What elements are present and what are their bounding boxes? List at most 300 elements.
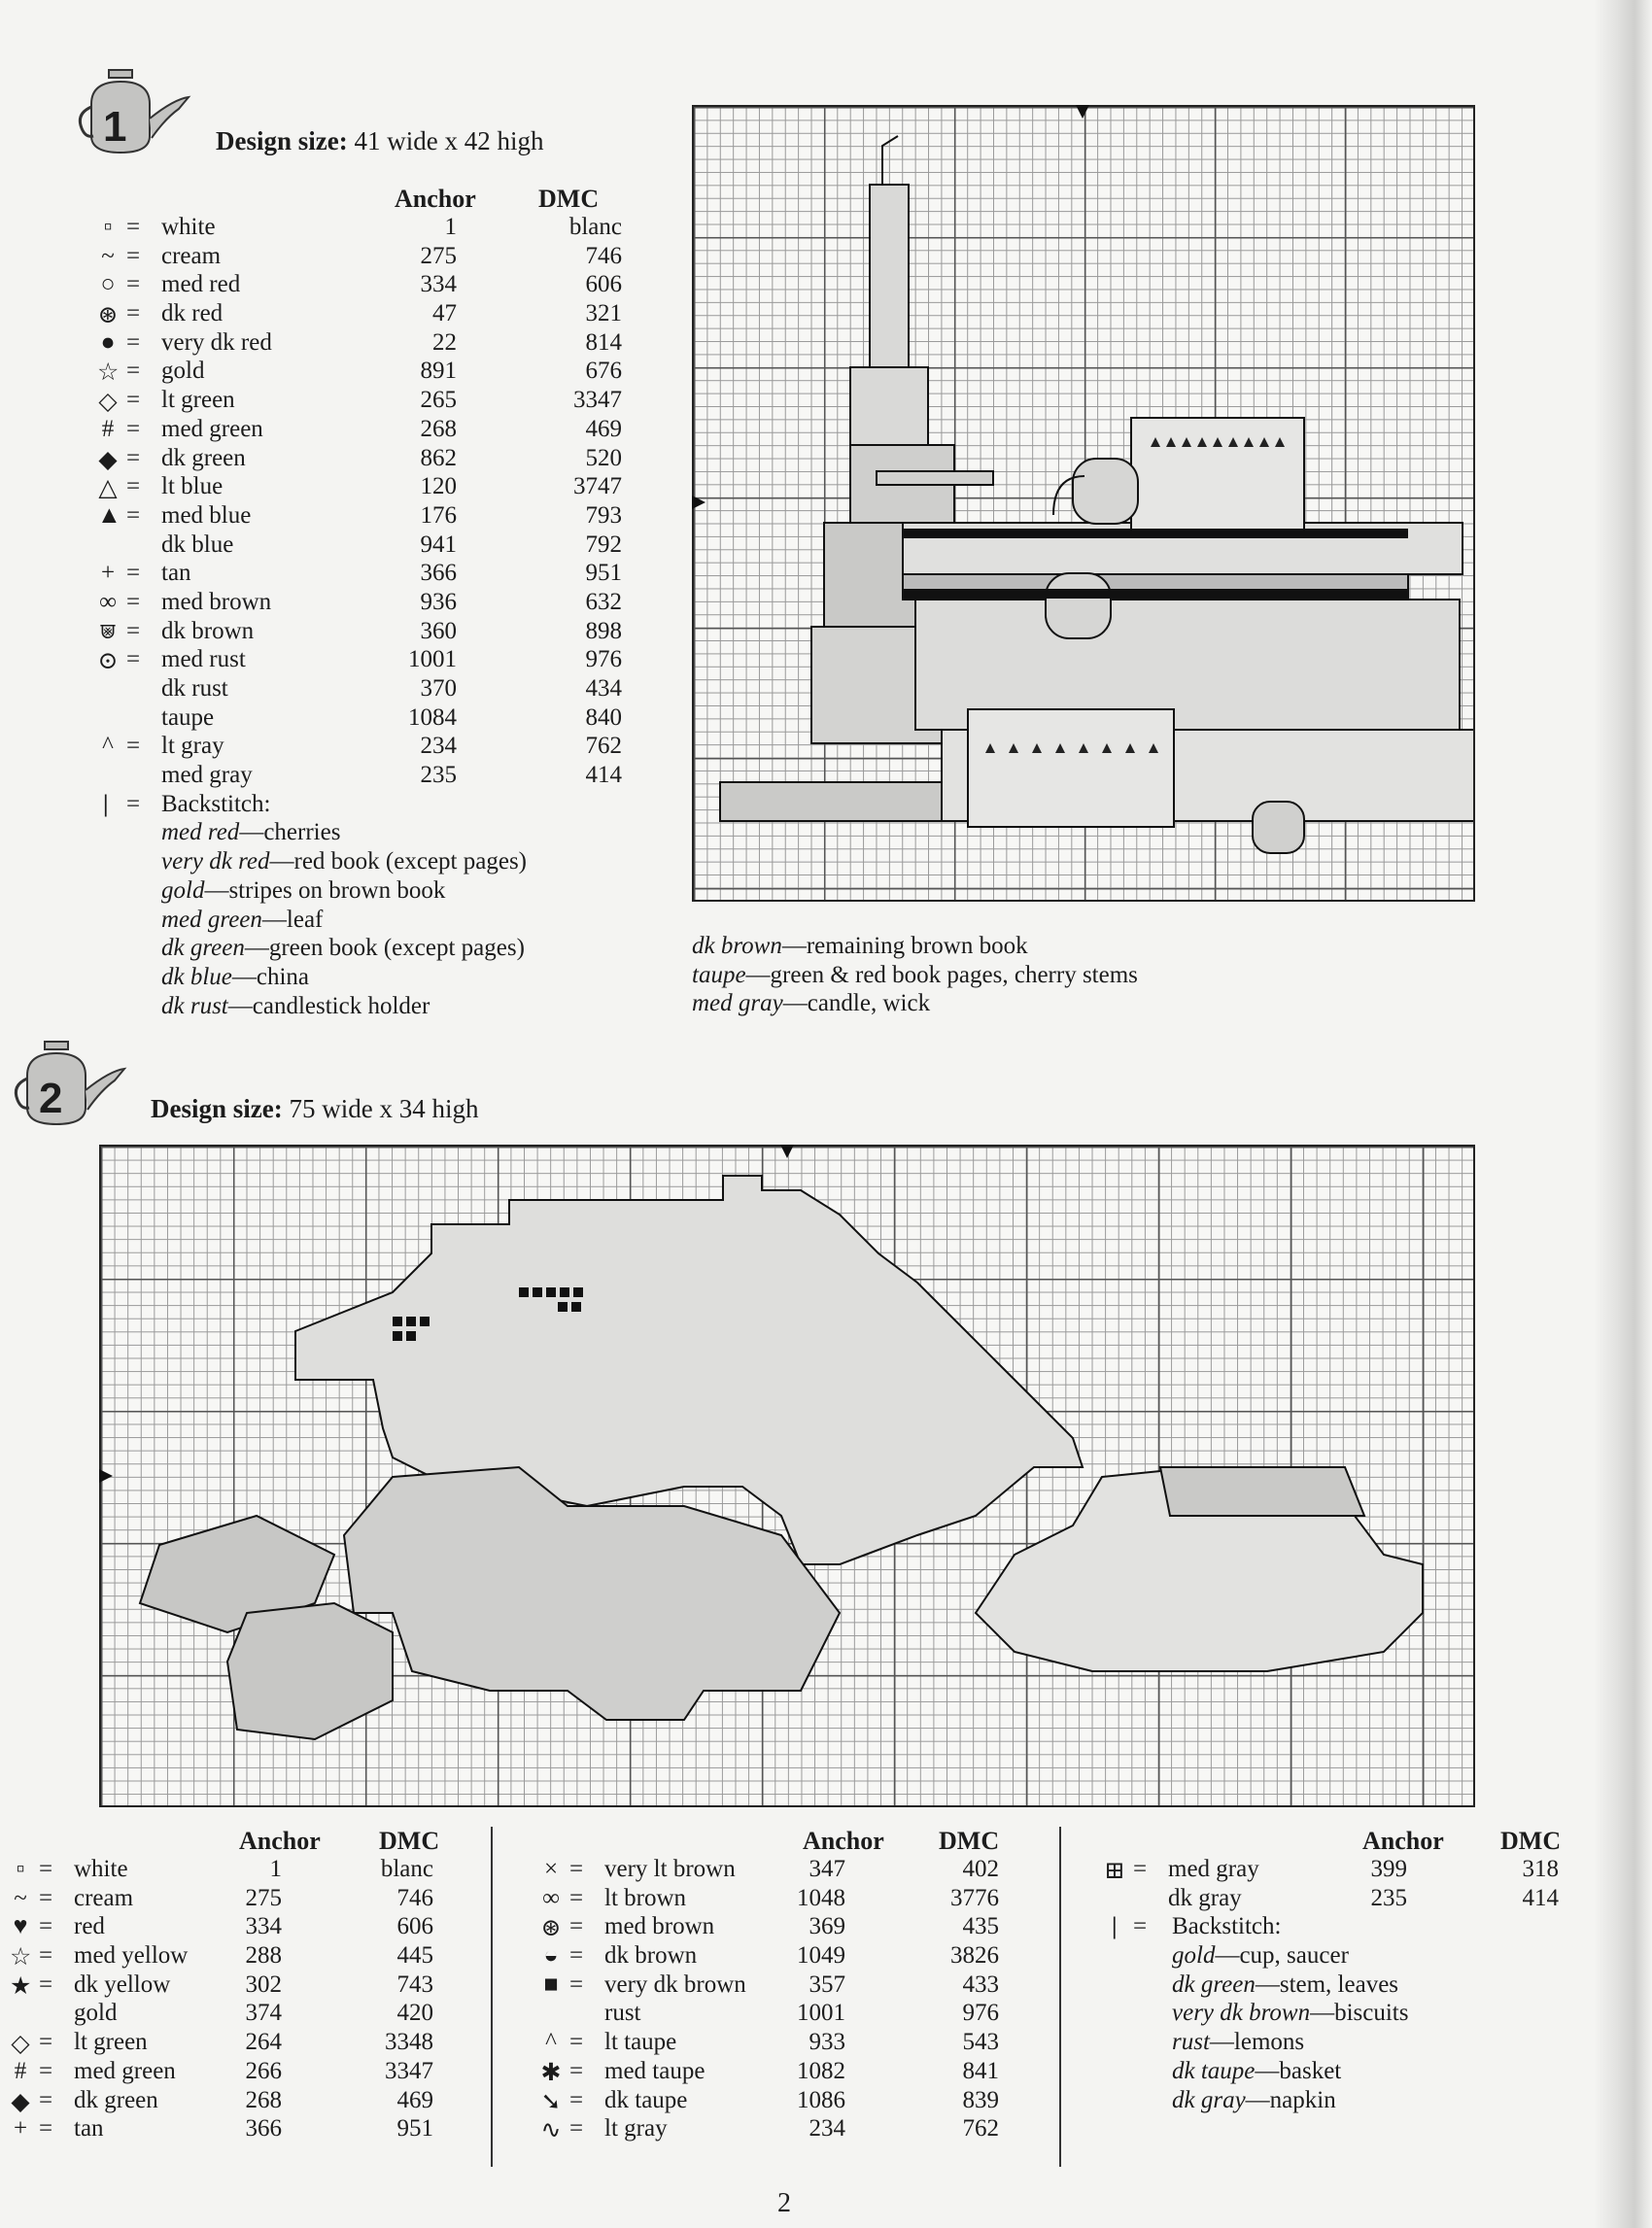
legend-dmc: 632	[585, 588, 622, 615]
backstitch-desc: —cherries	[239, 819, 341, 846]
legend-dmc: 839	[962, 2086, 999, 2113]
legend-anchor: 1086	[797, 2086, 845, 2113]
legend-equals: =	[569, 2057, 584, 2084]
legend-row	[97, 704, 622, 734]
legend-dmc: 606	[396, 1913, 433, 1940]
design2-col2-rows	[540, 1856, 1007, 2144]
backstitch-label: Backstitch:	[1172, 1913, 1282, 1940]
legend-dmc: 434	[585, 675, 622, 702]
legend-equals: =	[126, 646, 141, 673]
legend-row	[540, 2000, 1007, 2029]
legend-symbol: ➘	[540, 2088, 562, 2115]
legend-color-name: lt blue	[161, 473, 224, 500]
legend-row	[97, 473, 622, 502]
design2-col-dmc: DMC	[939, 1827, 1000, 1855]
legend-row	[97, 243, 622, 272]
legend-symbol: ★	[10, 1972, 32, 2000]
legend-anchor: 347	[809, 1856, 845, 1882]
legend-dmc: 318	[1522, 1856, 1559, 1882]
legend-row	[97, 300, 622, 329]
legend-anchor: 1049	[797, 1942, 845, 1970]
legend-symbol: ∿	[540, 2117, 562, 2144]
legend-anchor: 265	[420, 387, 457, 414]
legend-anchor: 366	[245, 2115, 282, 2142]
legend-symbol: #	[14, 2057, 27, 2084]
legend-equals: =	[126, 588, 141, 615]
stitch-mark	[533, 1287, 542, 1297]
legend-symbol: +	[13, 2115, 28, 2142]
legend-anchor: 366	[420, 560, 457, 587]
legend-anchor: 357	[809, 1971, 845, 1998]
design2-legend-col3	[1104, 1827, 1568, 2115]
backstitch-item	[161, 848, 622, 877]
legend-color-name: taupe	[161, 703, 215, 731]
design1-number: 1	[103, 103, 127, 151]
backstitch-desc: —candlestick holder	[227, 992, 430, 1019]
backstitch-desc: —cup, saucer	[1215, 1942, 1349, 1970]
design1-chart-motif	[694, 107, 1475, 902]
backstitch-color: dk rust	[161, 992, 228, 1019]
backstitch-color: taupe	[692, 961, 746, 988]
legend-dmc: 3776	[950, 1884, 999, 1911]
legend-row	[97, 531, 622, 561]
design2-col-anchor: Anchor	[239, 1827, 321, 1855]
backstitch-desc: —green book (except pages)	[244, 935, 525, 962]
legend-anchor: 22	[432, 328, 457, 356]
legend-color-name: very dk brown	[604, 1971, 746, 1998]
legend-anchor: 268	[420, 415, 457, 442]
legend-symbol: ^	[102, 733, 114, 760]
design2-size	[151, 1094, 478, 1124]
design2-col-anchor: Anchor	[1362, 1827, 1444, 1855]
design2-chart-motif	[101, 1147, 1475, 1807]
design2-legend-col2	[540, 1827, 1007, 2144]
legend-divider	[1059, 1827, 1061, 2167]
backstitch-desc: —red book (except pages)	[269, 848, 527, 875]
backstitch-item	[692, 990, 1138, 1019]
legend-row	[97, 329, 622, 359]
legend-color-name: med red	[161, 271, 241, 298]
legend-symbol: ×	[543, 1856, 559, 1882]
legend-row	[10, 2000, 447, 2029]
legend-color-name: lt brown	[604, 1884, 687, 1911]
legend-color-name: dk yellow	[74, 1971, 171, 1998]
legend-equals: =	[569, 1913, 584, 1940]
legend-anchor: 1001	[797, 2000, 845, 2027]
legend-equals: =	[126, 444, 141, 471]
legend-equals: =	[569, 1942, 584, 1970]
legend-equals: =	[569, 2029, 584, 2056]
legend-row	[10, 1856, 447, 1885]
legend-color-name: lt green	[74, 2029, 148, 2056]
backstitch-desc: —napkin	[1245, 2086, 1336, 2113]
legend-row	[97, 358, 622, 387]
legend-anchor: 176	[420, 501, 457, 529]
legend-row	[97, 560, 622, 589]
legend-equals: =	[126, 242, 141, 269]
legend-dmc: 3826	[950, 1942, 999, 1970]
backstitch-desc: —biscuits	[1310, 2000, 1409, 2027]
legend-anchor: 120	[420, 473, 457, 500]
legend-anchor: 334	[420, 271, 457, 298]
legend-dmc: 414	[1522, 1884, 1559, 1911]
design2-number: 2	[39, 1075, 63, 1122]
design1-badge	[72, 60, 161, 151]
design2-backstitch-list	[1104, 1942, 1568, 2115]
legend-row	[540, 2115, 1007, 2144]
legend-color-name: med rust	[161, 646, 246, 673]
stitch-mark	[406, 1317, 416, 1326]
design1-legend	[97, 185, 622, 1021]
legend-anchor: 941	[420, 531, 457, 558]
legend-dmc: 746	[396, 1884, 433, 1911]
legend-symbol: ⊛	[97, 302, 119, 329]
legend-symbol: ⊙	[97, 648, 119, 675]
backstitch-desc: —leaf	[261, 906, 324, 933]
legend-equals: =	[39, 1913, 53, 1940]
legend-anchor: 1084	[408, 703, 457, 731]
backstitch-desc: —basket	[1255, 2057, 1342, 2084]
legend-symbol: ~	[101, 242, 115, 269]
design2-col3-rows	[1104, 1856, 1568, 1913]
legend-anchor: 1	[444, 214, 457, 240]
legend-row	[10, 2029, 447, 2058]
legend-row	[97, 618, 622, 647]
legend-anchor: 1	[269, 1856, 282, 1882]
legend-dmc: 840	[585, 703, 622, 731]
legend-color-name: tan	[161, 560, 191, 587]
backstitch-color: med red	[161, 819, 240, 846]
legend-anchor: 933	[809, 2029, 845, 2056]
stitch-mark	[393, 1317, 402, 1326]
legend-equals: =	[126, 733, 141, 760]
legend-dmc: 3347	[385, 2057, 433, 2084]
legend-dmc: 543	[962, 2029, 999, 2056]
design1-size-label: Design size:	[216, 126, 348, 155]
legend-color-name: lt gray	[161, 733, 224, 760]
legend-row	[540, 1856, 1007, 1885]
backstitch-desc: —stripes on brown book	[204, 876, 446, 904]
legend-symbol: △	[98, 475, 118, 502]
legend-color-name: white	[74, 1856, 128, 1882]
legend-symbol: ◒	[543, 1942, 559, 1970]
legend-row	[97, 416, 622, 445]
legend-equals: =	[569, 1971, 584, 1998]
backstitch-desc: —candle, wick	[782, 990, 931, 1017]
legend-color-name: med gray	[1168, 1856, 1259, 1882]
legend-row	[540, 2087, 1007, 2116]
legend-dmc: 3747	[573, 473, 622, 500]
legend-color-name: very dk red	[161, 328, 272, 356]
legend-anchor: 266	[245, 2057, 282, 2084]
legend-symbol: ☆	[97, 360, 120, 387]
legend-equals: =	[126, 387, 141, 414]
legend-equals: =	[126, 214, 141, 240]
legend-symbol: ●	[100, 328, 116, 356]
legend-symbol: +	[100, 560, 116, 587]
stitch-mark	[571, 1302, 581, 1312]
stitch-mark	[573, 1287, 583, 1297]
legend-row	[97, 271, 622, 300]
legend-symbol: ◇	[11, 2031, 30, 2058]
legend-symbol: ^	[545, 2029, 557, 2056]
legend-row	[540, 1942, 1007, 1971]
legend-symbol: ▫	[103, 214, 113, 240]
legend-symbol: ◆	[98, 446, 118, 473]
design2-col-dmc: DMC	[379, 1827, 440, 1855]
design2-legend-col1	[10, 1827, 447, 2144]
legend-symbol: ♥	[13, 1913, 28, 1940]
backstitch-color: very dk brown	[1172, 2000, 1311, 2027]
legend-row	[540, 2029, 1007, 2058]
legend-dmc: 469	[396, 2086, 433, 2113]
legend-color-name: med green	[161, 415, 263, 442]
legend-anchor: 370	[420, 675, 457, 702]
legend-row	[540, 1885, 1007, 1914]
legend-equals: =	[39, 2086, 53, 2113]
legend-anchor: 1048	[797, 1884, 845, 1911]
stitch-mark	[519, 1287, 529, 1297]
legend-anchor: 235	[420, 762, 457, 789]
backstitch-color: med green	[161, 906, 262, 933]
legend-dmc: 743	[396, 1971, 433, 1998]
legend-row	[97, 445, 622, 474]
design2-col-dmc: DMC	[1500, 1827, 1562, 1855]
legend-anchor: 235	[1370, 1884, 1407, 1911]
design1-top-center-arrow	[1076, 105, 1089, 119]
legend-color-name: tan	[74, 2115, 104, 2142]
backstitch-item	[692, 962, 1138, 991]
legend-color-name: lt green	[161, 387, 235, 414]
legend-row	[97, 675, 622, 704]
legend-row	[10, 1971, 447, 2001]
legend-color-name: dk red	[161, 300, 224, 327]
legend-color-name: cream	[74, 1884, 134, 1911]
legend-color-name: dk brown	[604, 1942, 698, 1970]
legend-symbol: ∞	[99, 588, 117, 615]
design2-col1-rows	[10, 1856, 447, 2144]
legend-equals: =	[126, 501, 141, 529]
legend-row	[10, 1942, 447, 1971]
legend-row	[97, 762, 622, 791]
legend-color-name: dk blue	[161, 531, 234, 558]
legend-color-name: dk gray	[1168, 1884, 1242, 1911]
legend-row	[540, 1971, 1007, 2001]
legend-anchor: 264	[245, 2029, 282, 2056]
legend-equals: =	[126, 617, 141, 644]
backstitch-item	[1172, 2058, 1568, 2087]
legend-color-name: med brown	[161, 588, 272, 615]
backstitch-item	[1172, 1971, 1568, 2001]
legend-equals: =	[39, 2057, 53, 2084]
legend-anchor: 1001	[408, 646, 457, 673]
design2-backstitch-header: | = Backstitch:	[1112, 1913, 1282, 1940]
legend-dmc: 469	[585, 415, 622, 442]
design1-backstitch-list-right	[692, 933, 1138, 1019]
legend-dmc: 3348	[385, 2029, 433, 2056]
legend-symbol: ○	[100, 271, 116, 298]
legend-symbol: #	[101, 415, 115, 442]
backstitch-color: dk green	[161, 935, 245, 962]
legend-color-name: very lt brown	[604, 1856, 736, 1882]
stitch-mark	[420, 1317, 430, 1326]
legend-symbol: ▫	[16, 1856, 25, 1882]
legend-color-name: dk green	[74, 2086, 158, 2113]
backstitch-color: med gray	[692, 990, 783, 1017]
backstitch-color: dk taupe	[1172, 2057, 1256, 2084]
legend-color-name: lt taupe	[604, 2029, 677, 2056]
legend-row	[10, 2087, 447, 2116]
backstitch-color: rust	[1172, 2029, 1210, 2056]
design1-backstitch-header: | = Backstitch:	[103, 790, 271, 817]
legend-equals: =	[126, 358, 141, 385]
legend-color-name: rust	[604, 2000, 641, 2027]
backstitch-item	[161, 907, 622, 936]
design1-col-anchor: Anchor	[395, 185, 476, 213]
legend-dmc: 676	[585, 358, 622, 385]
legend-dmc: 976	[962, 2000, 999, 2027]
backstitch-item	[161, 964, 622, 993]
legend-dmc: 951	[396, 2115, 433, 2142]
stitch-mark	[560, 1287, 569, 1297]
legend-dmc: 951	[585, 560, 622, 587]
backstitch-desc: —china	[231, 963, 310, 990]
legend-equals: =	[569, 2115, 584, 2142]
legend-dmc: 841	[962, 2057, 999, 2084]
legend-dmc: 445	[396, 1942, 433, 1970]
backstitch-color: dk blue	[161, 963, 232, 990]
teapot-icon	[72, 60, 198, 157]
legend-symbol: ∞	[542, 1884, 560, 1911]
legend-row	[540, 1913, 1007, 1942]
legend-symbol: ■	[543, 1971, 559, 1998]
legend-symbol: ~	[14, 1884, 27, 1911]
backstitch-desc: —lemons	[1209, 2029, 1305, 2056]
legend-row	[97, 387, 622, 416]
legend-color-name: dk green	[161, 444, 246, 471]
legend-color-name: dk brown	[161, 617, 255, 644]
legend-symbol: ⊛	[540, 1915, 562, 1942]
legend-dmc: 520	[585, 444, 622, 471]
legend-anchor: 234	[809, 2115, 845, 2142]
backstitch-color: dk brown	[692, 933, 782, 959]
design1-legend-header	[97, 185, 622, 214]
legend-row	[540, 2058, 1007, 2087]
backstitch-symbol: |	[103, 790, 109, 817]
legend-symbol: ✱	[540, 2059, 562, 2086]
backstitch-desc: —remaining brown book	[781, 933, 1028, 959]
design2-left-center-arrow	[99, 1469, 113, 1483]
legend-divider	[491, 1827, 493, 2167]
legend-row	[1104, 1885, 1568, 1914]
legend-anchor: 47	[432, 300, 457, 327]
backstitch-item	[161, 993, 622, 1022]
legend-color-name: med brown	[604, 1913, 715, 1940]
legend-anchor: 275	[245, 1884, 282, 1911]
teapot-icon	[8, 1032, 134, 1129]
backstitch-desc: —green & red book pages, cherry stems	[745, 961, 1138, 988]
stitch-mark	[546, 1287, 556, 1297]
legend-color-name: med taupe	[604, 2057, 706, 2084]
legend-symbol: ⩐	[99, 617, 117, 644]
legend-dmc: 606	[585, 271, 622, 298]
legend-dmc: 793	[585, 501, 622, 529]
legend-anchor: 1082	[797, 2057, 845, 2084]
backstitch-color: gold	[161, 876, 205, 904]
legend-color-name: med blue	[161, 501, 252, 529]
backstitch-color: dk gray	[1172, 2086, 1246, 2113]
legend-color-name: med yellow	[74, 1942, 189, 1970]
legend-equals: =	[569, 1856, 584, 1882]
legend-color-name: dk rust	[161, 675, 228, 702]
legend-color-name: med gray	[161, 762, 253, 789]
legend-dmc: 402	[962, 1856, 999, 1882]
legend-anchor: 234	[420, 733, 457, 760]
design2-size-value: 75 wide x 34 high	[289, 1094, 479, 1123]
design1-backstitch-list	[97, 819, 622, 1021]
stitch-mark	[406, 1331, 416, 1341]
legend-anchor: 288	[245, 1942, 282, 1970]
design1-size	[216, 126, 543, 156]
backstitch-color: very dk red	[161, 848, 270, 875]
backstitch-color: dk green	[1172, 1971, 1256, 1998]
backstitch-label: Backstitch:	[161, 790, 271, 817]
stitch-mark	[558, 1302, 568, 1312]
legend-equals: =	[569, 2086, 584, 2113]
legend-row	[10, 1885, 447, 1914]
legend-anchor: 936	[420, 588, 457, 615]
legend-row	[1104, 1856, 1568, 1885]
legend-color-name: gold	[161, 358, 205, 385]
legend-dmc: 3347	[573, 387, 622, 414]
legend-anchor: 369	[809, 1913, 845, 1940]
design2-col-anchor: Anchor	[803, 1827, 884, 1855]
legend-row	[97, 502, 622, 531]
legend-dmc: blanc	[380, 1856, 433, 1882]
legend-row	[97, 214, 622, 243]
design1-size-value: 41 wide x 42 high	[354, 126, 544, 155]
legend-dmc: blanc	[568, 214, 622, 240]
backstitch-item	[1172, 2000, 1568, 2029]
legend-equals: =	[39, 2029, 53, 2056]
legend-equals: =	[126, 560, 141, 587]
legend-color-name: cream	[161, 242, 222, 269]
legend-equals: =	[39, 1971, 53, 1998]
legend-anchor: 334	[245, 1913, 282, 1940]
legend-dmc: 762	[962, 2115, 999, 2142]
legend-row	[97, 646, 622, 675]
legend-row	[10, 2115, 447, 2144]
legend-row	[97, 733, 622, 762]
legend-equals: =	[126, 415, 141, 442]
legend-equals: =	[39, 1884, 53, 1911]
legend-dmc: 792	[585, 531, 622, 558]
legend-color-name: gold	[74, 2000, 118, 2027]
legend-dmc: 433	[962, 1971, 999, 1998]
backstitch-item	[1172, 2029, 1568, 2058]
legend-color-name: red	[74, 1913, 105, 1940]
design2-col2-header	[540, 1827, 1007, 1856]
legend-equals: =	[126, 328, 141, 356]
legend-equals: =	[39, 1942, 53, 1970]
legend-anchor: 275	[420, 242, 457, 269]
legend-anchor: 374	[245, 2000, 282, 2027]
legend-dmc: 746	[585, 242, 622, 269]
legend-symbol: ▲	[97, 501, 121, 529]
legend-symbol: ◆	[11, 2088, 30, 2115]
backstitch-symbol: |	[1112, 1913, 1118, 1940]
backstitch-item	[1172, 2087, 1568, 2116]
